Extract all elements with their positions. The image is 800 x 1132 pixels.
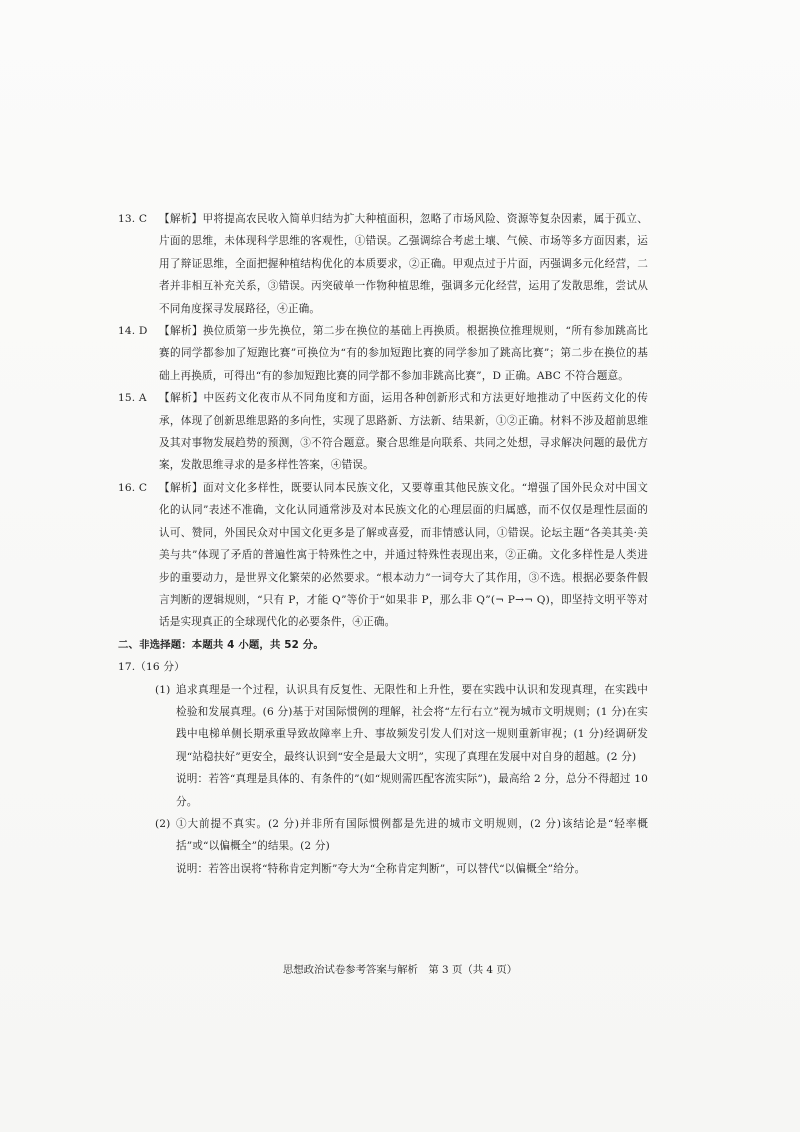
answer-item-16 — [118, 477, 648, 634]
item-explanation: 【解析】换位质第一步先换位，第二步在换位的基础上再换质。根据换位推理规则，“所有参加跳高比赛的同学都参加了短跑比赛”可换位为“有的参加短跑比赛的同学参加了跳高比赛”；第二步在换位的基础上再换质，可得出“有的参加短跑比赛的同学都不参加非跳高比赛”，D 正确。ABC 不符合题意。 — [159, 325, 648, 382]
part-number: (1) — [155, 683, 171, 696]
part-number: (2) — [155, 817, 171, 830]
item-explanation: 【解析】中医药文化夜市从不同角度和方面，运用各种创新形式和方法更好地推动了中医药文化的传承，体现了创新思维思路的多向性，实现了思路新、方法新、结果新，①②正确。材料不涉及超前思维及其对事物发展趋势的预测，③不符合题意。聚合思维是向联系、共同之处想，寻求解决问题的最优方案，发散思维寻求的是多样性答案，④错误。 — [159, 392, 648, 472]
item-explanation: 【解析】面对文化多样性，既要认同本民族文化，又要尊重其他民族文化。“增强了国外民众对中国文化的认同”表述不准确，文化认同通常涉及对本民族文化的心理层面的归属感，而不仅仅是理性层面的认可、赞同，外国民众对中国文化更多是了解或喜爱，而非情感认同，①错误。论坛主题“各美其美·美美与共”体现了矛盾的普遍性寓于特殊性之中，并通过特殊性表现出来，②正确。文化多样性是人类进步的重要动力，是世界文化繁荣的必然要求。“根本动力”一词夸大了其作用，③不选。根据必要条件假言判断的逻辑规则，“只有 P，才能 Q”等价于“如果非 P，那么非 Q”(¬ P→¬ Q)，即坚持文明平等对话是实现真正的全球现代化的必要条件，④正确。 — [159, 481, 648, 629]
scoring-note-1: 说明：若答“真理是具体的、有条件的”(如“规则需匹配客流实际”)，最高给 2 分，总分不得超过 10 分。 — [176, 773, 648, 808]
item-number: 15. A — [118, 392, 147, 405]
part-answer: ①大前提不真实。(2 分)并非所有国际惯例都是先进的城市文明规则，(2 分)该结论是“轻率概括”或“以偏概全”的结果。(2 分) — [176, 817, 648, 853]
answer-item-14 — [118, 320, 648, 387]
question-17-part-1 — [118, 679, 648, 769]
answer-item-15 — [118, 387, 648, 477]
answer-content — [118, 208, 648, 880]
scoring-note-2: 说明：若答出误将“特称肯定判断”夸大为“全称肯定判断”，可以替代“以偏概全”给分。 — [176, 862, 586, 875]
answer-item-13 — [118, 208, 648, 320]
item-number: 14. D — [118, 325, 148, 338]
item-explanation: 【解析】甲将提高农民收入简单归结为扩大种植面积，忽略了市场风险、资源等复杂因素，属于孤立、片面的思维，未体现科学思维的客观性，①错误。乙强调综合考虑土壤、气候、市场等多方面因素，运用了辩证思维，全面把握种植结构优化的本质要求，②正确。甲观点过于片面，丙强调多元化经营，二者并非相互补充关系，③错误。丙突破单一作物种植思维，强调多元化经营，运用了发散思维，尝试从不同角度探寻发展路径，④正确。 — [159, 213, 648, 315]
question-17-title: 17.（16 分） — [118, 661, 185, 674]
question-17-part-2 — [118, 813, 648, 858]
item-number: 13. C — [118, 213, 148, 225]
section-title: 二、非选择题：本题共 4 小题，共 52 分。 — [118, 638, 324, 651]
part-answer: 追求真理是一个过程，认识具有反复性、无限性和上升性，要在实践中认识和发现真理，在实践中检验和发展真理。(6 分)基于对国际惯例的理解，社会将“左行右立”视为城市文明规则；(1 分)在实践中电梯单侧长期承重导致故障率上升、事故频发引发人们对这一规则重新审视；(1 分)经调研发现“站稳扶好”更安全，最终认识到“安全是最大文明”，实现了真理在发展中对自身的超越。(2 分) — [176, 683, 648, 763]
page-footer: 思想政治试卷参考答案与解析 第 3 页（共 4 页） — [282, 964, 518, 976]
item-number: 16. C — [118, 481, 148, 494]
